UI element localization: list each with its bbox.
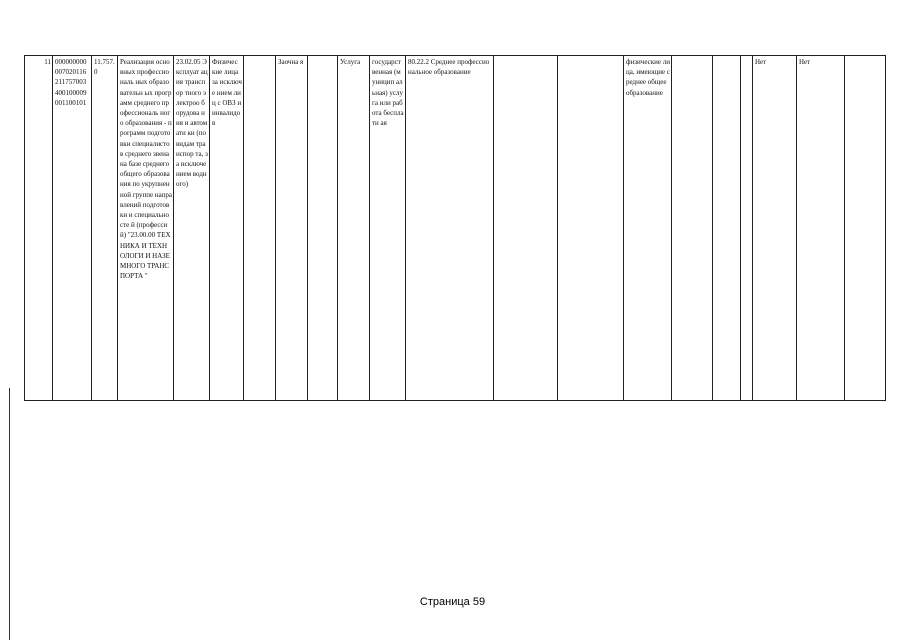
registry-code-cell: 000000000 007020116 211757003 400100009 001100101	[53, 56, 92, 401]
empty-cell	[713, 56, 741, 401]
consumer-category-cell: Физичес кие лица за исключе нием лиц с ОВЗ и инвалидо в	[210, 56, 244, 401]
service-code-cell: 11.757.0	[92, 56, 118, 401]
empty-cell	[558, 56, 624, 401]
flag-cell-2: Нет	[797, 56, 845, 401]
empty-cell	[308, 56, 338, 401]
table-row	[25, 56, 886, 401]
specialty-cell: 23.02.05 Эксплуат ация транспор тного электроо борудова ния и автомати ки (по видам транспор та, за исключе нием водного)	[174, 56, 210, 401]
empty-cell	[244, 56, 276, 401]
page-number: Страница 59	[419, 596, 486, 608]
empty-cell	[845, 56, 886, 401]
empty-cell	[494, 56, 558, 401]
okved-cell: 80.22.2 Среднее профессиональное образование	[406, 56, 494, 401]
flag-cell-1: Нет	[753, 56, 797, 401]
empty-cell	[672, 56, 713, 401]
empty-cell	[741, 56, 753, 401]
service-status-cell: государст венная (муницип альная) услуга или работа бесплатн ая	[370, 56, 406, 401]
service-type-cell: Услуга	[338, 56, 370, 401]
service-name-cell: Реализация основных профессиональ ных образовательн ых программ среднего профессиональ ного образования - программ подготовки специалистов среднего звена на базе среднего общего образования по укрупненной группе направлений подготовки и специальносте й (профессий) "23.00.00 ТЕХНИКА И ТЕХНОЛОГИ И НАЗЕМНОГО ТРАНСПОРТА "	[118, 56, 174, 401]
study-form-cell: Заочна я	[276, 56, 308, 401]
consumers-cell: физические лица, имеющие среднее общее образование	[624, 56, 672, 401]
registry-table	[24, 55, 886, 401]
row-number: 11	[25, 56, 53, 401]
